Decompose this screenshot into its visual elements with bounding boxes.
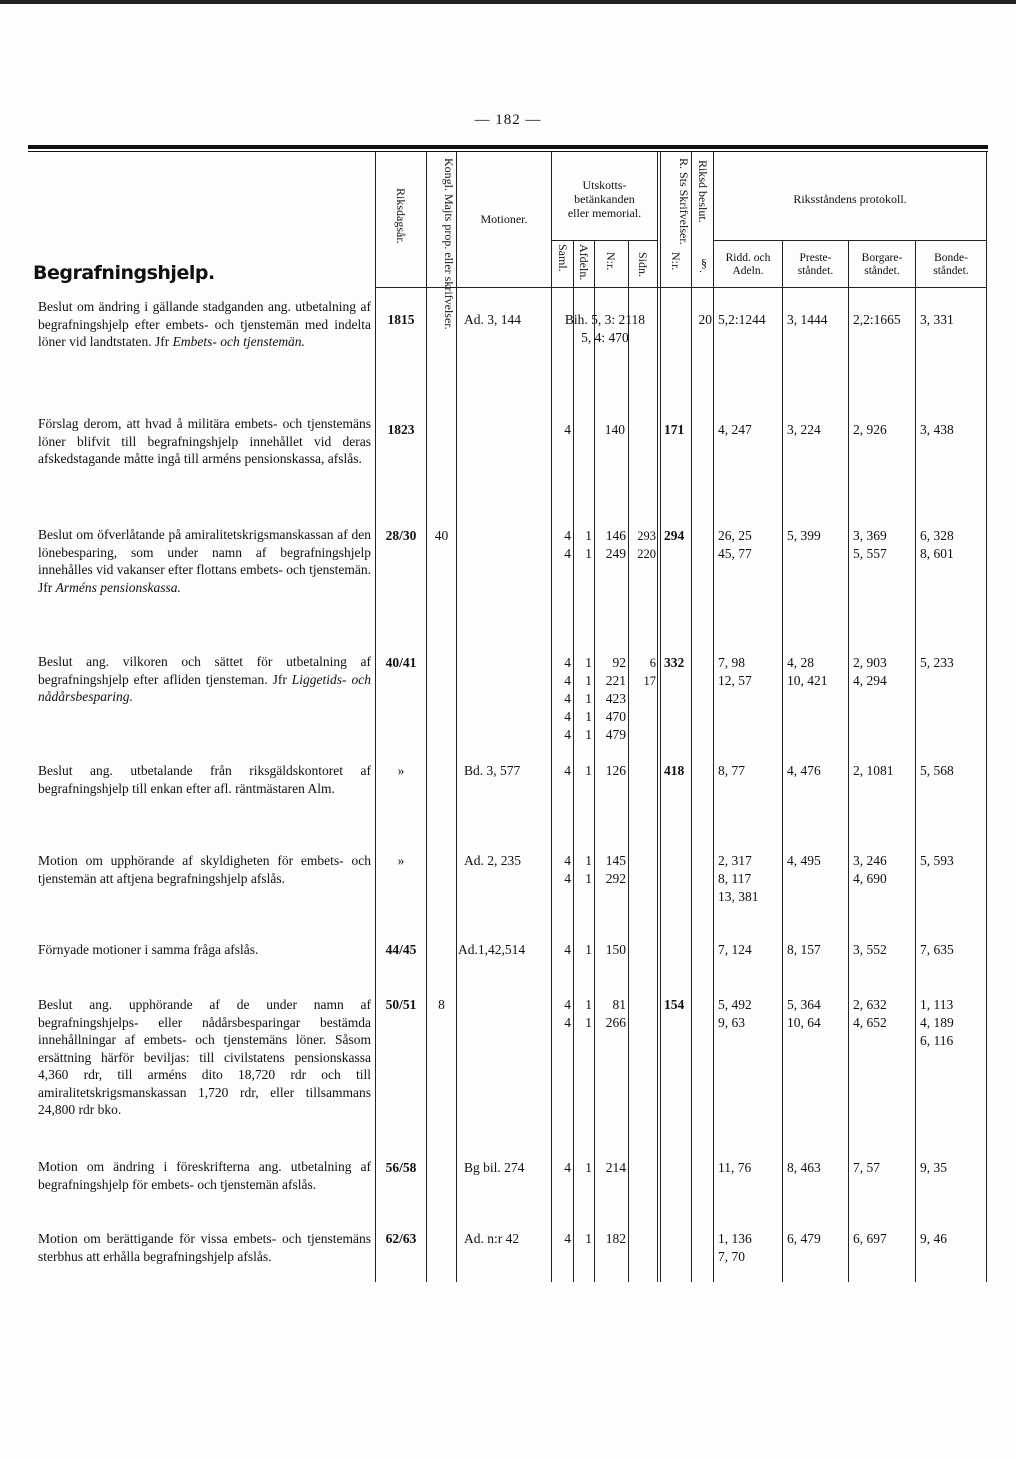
rsts-nr: 171 (664, 422, 685, 437)
nr: 214 (605, 1160, 626, 1175)
bonde-val: 4, 189 (920, 1015, 954, 1030)
afd: 1 (585, 942, 592, 957)
afd-val: 1 (585, 853, 592, 868)
prest-ref: 3, 1444 (787, 312, 828, 327)
saml-val: 4 (564, 546, 571, 561)
col-line-borg (915, 240, 916, 1282)
borg-val: 4, 294 (853, 673, 887, 688)
nr-val: 221 (605, 673, 626, 688)
sidn-val: 293 (637, 529, 656, 543)
header-motioner: Motioner. (480, 212, 528, 226)
header-saml: Saml. (556, 244, 570, 272)
nr (596, 852, 626, 888)
ridd-val: 7, 70 (718, 1249, 745, 1264)
afd-val: 1 (585, 727, 592, 742)
sidn (629, 654, 656, 690)
header-utskott-l1: Utskotts- (582, 178, 627, 192)
motion: Ad. 2, 235 (464, 853, 521, 868)
col-line-sidn-double (660, 152, 661, 1282)
col-line-right (986, 152, 987, 1282)
borg-ref (853, 654, 887, 690)
ridd-val: 12, 57 (718, 673, 752, 688)
beslut-paragraph: 20 (698, 312, 712, 327)
utskott-line: 5, 4: 470 (581, 330, 629, 345)
header-ridd-l1: Ridd. och (725, 252, 771, 264)
nr-val: 145 (605, 853, 626, 868)
saml-val: 4 (564, 528, 571, 543)
borg-ref: 2, 926 (853, 422, 887, 437)
saml-val: 4 (564, 727, 571, 742)
col-line-afd (594, 240, 595, 1282)
ridd-val: 8, 117 (718, 871, 752, 886)
prest-ref: 5, 399 (787, 528, 821, 543)
prest-ref: 4, 476 (787, 763, 821, 778)
motion: Ad. 3, 144 (464, 312, 521, 327)
year: 1815 (387, 312, 415, 327)
header-bottom-line (375, 287, 986, 288)
sidn (629, 527, 656, 563)
header-bonde-l2: ståndet. (933, 265, 969, 277)
entry-desc (38, 762, 371, 797)
bonde-ref: 3, 438 (920, 422, 954, 437)
bonde-val: 8, 601 (920, 546, 954, 561)
header-prest-l1: Preste- (799, 252, 832, 264)
utskott-line: Bih. 5, 3: 2118 (564, 312, 646, 327)
saml-val: 4 (564, 853, 571, 868)
nr: 126 (605, 763, 626, 778)
entry-text: Beslut ang. upphörande af de under namn af begrafningshjelps- eller nådårsbesparingar bestämda innehållningar af embets- och tjenstemäns löner. Såsom ersättning härför beviljas: till civilstatens pensionskassa 4,360 rdr, till arméns dito 18,720 rdr och till amiralitetskrigsmanskassan 1,720 rdr, eller tillsammans 24,800 rdr bko. (38, 997, 371, 1117)
nr-val: 249 (605, 546, 626, 561)
ridd-ref: 11, 76 (718, 1160, 752, 1175)
borg-ref: 3, 552 (853, 942, 887, 957)
afd-val: 1 (585, 997, 592, 1012)
entry-desc (38, 1158, 371, 1193)
afd-val: 1 (585, 691, 592, 706)
saml-val: 4 (564, 1015, 571, 1030)
prest-ref (787, 996, 821, 1032)
header-borg-l1: Borgare- (861, 252, 903, 264)
nr-val: 470 (605, 709, 626, 724)
bonde-ref: 7, 635 (920, 942, 954, 957)
year: 56/58 (385, 1160, 417, 1175)
year: 40/41 (385, 655, 417, 670)
borg-val: 3, 369 (853, 528, 887, 543)
entry-desc (38, 852, 371, 887)
subheader-line-protokoll (713, 240, 986, 241)
saml: 4 (564, 422, 571, 437)
header-prest (783, 252, 848, 278)
borg-val: 5, 557 (853, 546, 887, 561)
borg-val: 2, 903 (853, 655, 887, 670)
col-line-nr (628, 240, 629, 1282)
prest-val: 10, 64 (787, 1015, 821, 1030)
nr-val: 292 (605, 871, 626, 886)
entry-desc (38, 941, 371, 959)
borg-ref: 2, 1081 (853, 763, 894, 778)
top-border (0, 0, 1016, 4)
header-utskott (552, 178, 657, 220)
header-utskott-l3: eller memorial. (567, 206, 642, 220)
header-rule-thick (28, 145, 988, 149)
cross-ref: Embets- och tjenstemän. (172, 334, 305, 349)
motion: Bd. 3, 577 (464, 763, 521, 778)
kongl-ref: 40 (434, 528, 449, 543)
sidn-val: 6 (649, 656, 656, 670)
afd-val: 1 (585, 1015, 592, 1030)
prest-ref: 3, 224 (787, 422, 821, 437)
ridd-ref (718, 996, 752, 1032)
saml: 4 (564, 1231, 571, 1246)
borg-ref: 6, 697 (853, 1231, 887, 1246)
afd: 1 (585, 1160, 592, 1175)
col-line-sidn (657, 152, 658, 1282)
prest-val: 5, 364 (787, 997, 821, 1012)
nr-val: 146 (605, 528, 626, 543)
prest-ref: 4, 495 (787, 853, 821, 868)
header-protokoll: Riksståndens protokoll. (793, 192, 907, 206)
bonde-ref: 5, 593 (920, 853, 954, 868)
rsts-nr: 332 (664, 655, 685, 670)
saml-val: 4 (564, 691, 571, 706)
borg-ref: 7, 57 (853, 1160, 880, 1175)
header-ridd (714, 252, 782, 278)
entry-text: Motion om upphörande af skyldigheten för embets- och tjenstemän att aftjena begrafningshjelp afslås. (38, 853, 371, 886)
year: 1823 (387, 422, 415, 437)
ridd-val: 45, 77 (718, 546, 752, 561)
sidn-val: 220 (637, 547, 656, 561)
header-riksd-beslut: Riksd beslut. (696, 160, 710, 223)
borg-ref: 2,2:1665 (853, 312, 901, 327)
entry-text: Förnyade motioner i samma fråga afslås. (38, 942, 259, 957)
borg-val: 2, 632 (853, 997, 887, 1012)
header-nr: N:r. (604, 252, 618, 271)
entry-text: Beslut om öfverlåtande på amiralitetskrigsmanskassan af den lönebesparing, som under namn af begrafningshjelp innehålles vid vakanser efter flottans embets- och tjenstemän. Jfr (38, 527, 371, 595)
entry-desc (38, 996, 371, 1119)
saml-val: 4 (564, 709, 571, 724)
saml: 4 (564, 763, 571, 778)
kongl-ref: 8 (438, 997, 445, 1012)
header-bonde (916, 252, 986, 278)
entry-text: Motion om ändring i föreskrifterna ang. utbetalning af begrafningshjelp för embets- och tjenstemän afslås. (38, 1159, 371, 1192)
year: » (397, 853, 405, 868)
header-bonde-l1: Bonde- (934, 252, 968, 264)
nr (596, 654, 626, 744)
bonde-ref: 3, 331 (920, 312, 954, 327)
prest-ref: 6, 479 (787, 1231, 821, 1246)
motion: Bg bil. 274 (464, 1160, 525, 1175)
nr: 182 (605, 1231, 626, 1246)
header-kongl: Kongl. Majts prop. eller skrifvelser. (442, 158, 456, 330)
afd (575, 996, 592, 1032)
ridd-val: 13, 381 (718, 889, 759, 904)
nr-val: 92 (612, 655, 626, 670)
year: 28/30 (385, 528, 417, 543)
col-line-motion (551, 152, 552, 1282)
ridd-ref (718, 654, 752, 690)
bonde-ref: 9, 46 (920, 1231, 947, 1246)
entry-text: Beslut om ändring i gällande stadganden ang. utbetalning af begrafningshjelp efter embets- och tjenstemän med indelta löner vid landtstaten. Jfr (38, 299, 371, 349)
prest-ref (787, 654, 828, 690)
ridd-val: 26, 25 (718, 528, 752, 543)
saml (555, 654, 571, 744)
bonde-val: 6, 328 (920, 528, 954, 543)
entry-desc (38, 415, 371, 468)
ridd-val: 9, 63 (718, 1015, 745, 1030)
ridd-ref: 8, 77 (718, 763, 745, 778)
afd: 1 (585, 763, 592, 778)
col-line-desc (375, 152, 376, 1282)
section-title: Begrafningshjelp. (33, 262, 215, 284)
ridd-ref (718, 1230, 752, 1266)
col-line-beslut (713, 152, 714, 1282)
nr-val: 266 (605, 1015, 626, 1030)
ridd-ref (718, 527, 752, 563)
bonde-ref: 5, 568 (920, 763, 954, 778)
entry-desc (38, 653, 371, 706)
cross-ref: Liggetids- och nådårsbesparing. (38, 671, 371, 704)
rsts-nr: 154 (664, 997, 685, 1012)
saml (555, 527, 571, 563)
header-borg-l2: ståndet. (864, 265, 900, 277)
prest-ref: 8, 463 (787, 1160, 821, 1175)
entry-desc (38, 1230, 371, 1265)
ridd-ref: 5,2:1244 (718, 312, 766, 327)
header-borg (849, 252, 915, 278)
entry-text: Motion om berättigande för vissa embets- och tjenstemäns sterbhus att erhålla begrafningshjelp afslås. (38, 1231, 371, 1264)
header-paragraph: §. (697, 256, 711, 273)
afd-val: 1 (585, 655, 592, 670)
bonde-val: 6, 116 (920, 1033, 954, 1048)
col-line-ridd (782, 240, 783, 1282)
saml-val: 4 (564, 997, 571, 1012)
nr: 140 (604, 422, 625, 437)
borg-val: 4, 652 (853, 1015, 887, 1030)
ridd-ref: 7, 124 (718, 942, 752, 957)
entry-text: Beslut ang. vilkoren och sättet för utbetalning af begrafningshjelp efter afliden tjensteman. Jfr (38, 654, 371, 687)
nr: 150 (605, 942, 626, 957)
motion: Ad.1,42,514 (458, 942, 526, 957)
year: » (397, 763, 405, 778)
saml: 4 (564, 1160, 571, 1175)
bonde-ref (920, 527, 954, 563)
bonde-ref: 5, 233 (920, 655, 954, 670)
borg-ref (853, 996, 887, 1032)
prest-val: 10, 421 (787, 673, 828, 688)
ridd-val: 2, 317 (718, 853, 752, 868)
entry-text: Beslut ang. utbetalande från riksgäldskontoret af begrafningshjelp till enkan efter afl. räntmästaren Alm. (38, 763, 371, 796)
saml-val: 4 (564, 673, 571, 688)
header-rsts: R. Sts Skrifvelser. (677, 158, 691, 245)
nr-val: 423 (605, 691, 626, 706)
col-line-prest (848, 240, 849, 1282)
ridd-ref: 4, 247 (718, 422, 752, 437)
bonde-val: 1, 113 (920, 997, 954, 1012)
entry-text: Förslag derom, att hvad å militära embets- och tjenstemäns löner blifvit till begrafningshjelp innehållet vid deras afskedstagande måtte ingå till arméns pensionskassa, afslås. (38, 416, 371, 466)
ridd-val: 7, 98 (718, 655, 745, 670)
ridd-val: 1, 136 (718, 1231, 752, 1246)
saml: 4 (564, 942, 571, 957)
rsts-nr: 294 (664, 528, 685, 543)
afd-val: 1 (585, 709, 592, 724)
ridd-val: 5, 492 (718, 997, 752, 1012)
motion: Ad. n:r 42 (464, 1231, 520, 1246)
saml (555, 996, 571, 1032)
year: 44/45 (385, 942, 417, 957)
year: 50/51 (385, 997, 417, 1012)
ridd-ref (718, 852, 759, 906)
afd-val: 1 (585, 528, 592, 543)
year: 62/63 (385, 1231, 417, 1246)
header-afdeln: Afdeln. (577, 244, 591, 281)
prest-ref: 8, 157 (787, 942, 821, 957)
nr-val: 81 (612, 997, 626, 1012)
header-sidn: Sidn. (636, 252, 650, 278)
page-number: — 182 — (474, 112, 542, 128)
header-prest-l2: ståndet. (797, 265, 834, 277)
afd-val: 1 (585, 546, 592, 561)
saml-val: 4 (564, 655, 571, 670)
saml (555, 852, 571, 888)
sidn-val: 17 (643, 674, 656, 688)
nr-val: 479 (605, 727, 626, 742)
entry-desc (38, 526, 371, 596)
borg-ref (853, 527, 887, 563)
borg-val: 4, 690 (853, 871, 887, 886)
afd (575, 654, 592, 744)
bonde-ref (920, 996, 954, 1050)
rsts-nr: 418 (664, 763, 685, 778)
afd: 1 (585, 1231, 592, 1246)
saml-val: 4 (564, 871, 571, 886)
utskott-ref (553, 311, 657, 347)
borg-ref (853, 852, 887, 888)
bonde-ref: 9, 35 (920, 1160, 947, 1175)
cross-ref: Arméns pensionskassa. (55, 579, 181, 595)
nr (596, 527, 626, 563)
header-rsts-nr: N:r. (669, 252, 683, 271)
afd (575, 852, 592, 888)
col-line-kongl (456, 152, 457, 1282)
header-ridd-l2: Adeln. (732, 265, 764, 277)
subheader-line-utskott (551, 240, 657, 241)
entry-desc (38, 298, 371, 351)
header-riksdagsar: Riksdagsår. (394, 188, 408, 244)
header-rule-thin (28, 151, 988, 152)
borg-val: 3, 246 (853, 853, 887, 868)
header-utskott-l2: betänkanden (574, 192, 635, 206)
col-line-saml (573, 240, 574, 1282)
prest-val: 4, 28 (787, 655, 814, 670)
afd-val: 1 (585, 871, 592, 886)
nr (596, 996, 626, 1032)
afd (575, 527, 592, 563)
afd-val: 1 (585, 673, 592, 688)
